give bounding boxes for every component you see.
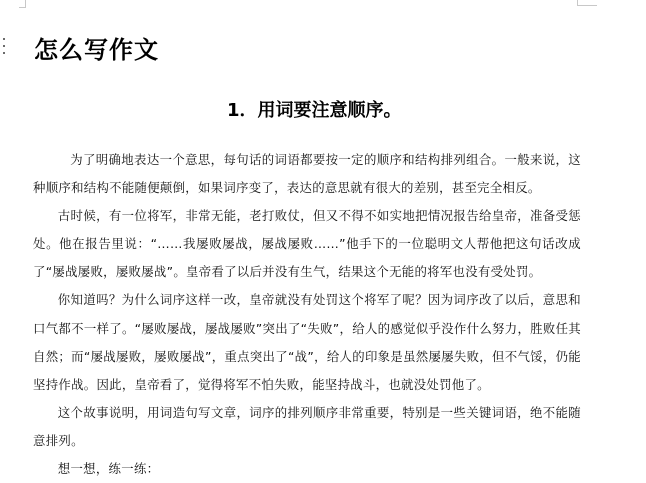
page-title: 怎么写作文 (34, 35, 159, 64)
drag-handle-icon[interactable] (3, 38, 6, 54)
paragraph: 想一想，练一练： (57, 461, 160, 477)
document-body (33, 146, 581, 483)
paragraph: 你知道吗？为什么词序这样一改，皇帝就没有处罚这个将军了呢？因为词序改了以后，意思和口气都不一样了。“屡败屡战，屡战屡败”突出了“失败”，给人的感觉似乎没作什么努力，胜败任其自然；而“屡战屡败，屡败屡战”，重点突出了“战”，给人的印象是虽然屡屡失败，但不气馁，仍能坚持作战。因此，皇帝看了，觉得将军不怕失败，能坚持战斗，也就没处罚他了。 (33, 292, 581, 392)
paragraph: 这个故事说明，用词造句写文章，词序的排列顺序非常重要，特别是一些关键词语，绝不能随意排列。 (33, 404, 581, 448)
page-corner-mark-left (25, 0, 26, 7)
page-corner-mark-right (577, 5, 597, 6)
section-heading: 1．用词要注意顺序。 (227, 100, 402, 121)
paragraph: 古时候，有一位将军，非常无能，老打败仗，但又不得不如实地把情况报告给皇帝，准备受惩处。他在报告里说：“……我屡败屡战，屡战屡败……”他手下的一位聪明文人帮他把这句话改成了“屡战屡败，屡败屡战”。皇帝看了以后并没有生气，结果这个无能的将军也没有受处罚。 (33, 208, 581, 280)
page-corner-mark-left (19, 7, 26, 8)
paragraph: 为了明确地表达一个意思，每句话的词语都要按一定的顺序和结构排列组合。一般来说，这种顺序和结构不能随便颠倒，如果词序变了，表达的意思就有很大的差别，甚至完全相反。 (33, 152, 581, 196)
